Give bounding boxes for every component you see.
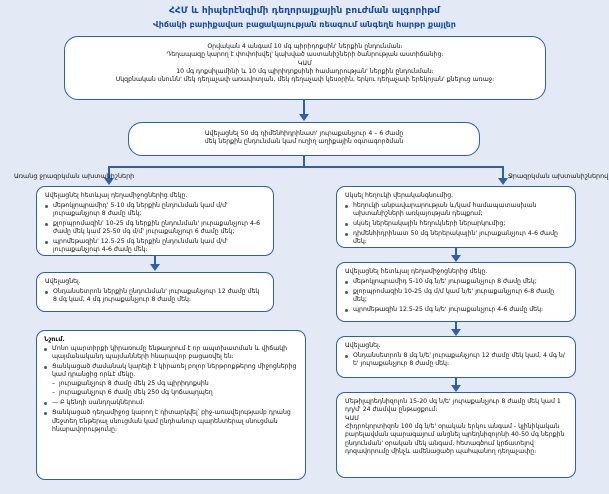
note-title: Նշում. <box>44 336 65 343</box>
right-box-rehydration <box>336 186 576 248</box>
note-sublist <box>52 380 298 397</box>
left-box2-list <box>45 288 265 304</box>
right-box4-line-3: Հիդրոկորտիզոն 100 մգ ն/ե' օրական երկու անգամ - կլինիկական բարելավման պարագայում անցնել պրեդնիզոլոնի 40-50 մգ ներքին ընդունման' օրական մեկ անգամ, հետագծում կրճատելով դոզավորումը մինչև ամենացածր պահպանող դեղաչափը։ <box>345 423 565 456</box>
page-subtitle: Վիճակի բարիքավառ բացակայության ռեագում անգեղե հարթր քայլեր <box>153 20 456 29</box>
list-item: – յուրաքանչյուր 6 ժամը մեկ 250 մգ կոճապղպեղ <box>52 389 298 397</box>
arrow-right3-to-right4 <box>451 385 461 392</box>
right-box4-line-1: Մեթիլպրեդնիզոլոն 15-20 մգ ն/ե' յուրաքանչյուր 8 ժամը մեկ կամ 1 դղ/մ' 24 ժամվա ընթացքում։ <box>345 398 561 414</box>
connector-branch-horizontal <box>108 166 504 168</box>
step-box-initial <box>64 36 546 100</box>
arrow-left1-to-left2 <box>150 264 160 271</box>
list-item: Օնդանսետրոն ներքին ընդունման' յուրաքանչյուր 12 ժամը մեկ 8 մգ կամ, 4 մգ յուրաքանչյուր 8 ժամը մեկ։ <box>45 288 265 304</box>
right-box4-line-2: ԿԱՄ <box>345 414 360 422</box>
list-item: — Բ կենդի սանդղակներում։ <box>44 399 298 407</box>
list-item: մեթոկլոպրամիդ' 5-10 մգ ներքին ընդունման կամ մ/մ' յուրաքանչյուր 8 ժամը մեկ; <box>45 202 265 218</box>
right-box1-header: Սկսել հեղուկի վերականգնումից. <box>345 192 454 199</box>
right-box-corticosteroids <box>336 392 576 478</box>
step-box-dimenhydrinate <box>128 122 480 156</box>
second-line-2: մեկ ներքին ընդունման կամ ուղիղ աղիքային օգտագործման <box>204 138 404 146</box>
list-item: հեղուկի անբավարարության և/կամ համապատասխան ախտանիշների առկայության դեպքում; <box>345 202 567 218</box>
note-item-2-text: Ցանկացած ժամանակ կարելի է կիրառել բոլոր ներթրոքթերոց միջոցներից կամ դրանցից որևէ մեկը. <box>52 363 297 379</box>
page-title: ՀՀՄ և հիպերէնզիմի դեղորայքային բուժման ալգորիթմ <box>168 6 441 16</box>
arrow-right2-to-right3 <box>451 329 461 336</box>
arrow-initial-to-second <box>299 114 309 121</box>
right-box2-header: Ավելացնել հետևյալ դեղամիջոցներից մեկը. <box>345 268 488 275</box>
list-item: Մոնո պարտիրքի կիրառումը ենթադրում է որ ապտխատման և վիճակի պայմանականդ պայմանների հնարավոր բացառվել են։ <box>44 345 298 361</box>
left-box1-list <box>45 202 265 254</box>
arrow-right1-to-right2 <box>451 255 461 262</box>
right-box1-list <box>345 202 567 246</box>
right-box3-list <box>345 352 567 368</box>
connector-branch-stem <box>303 156 305 166</box>
list-item: սկսել ներերակային հեղուկների ներարկումից; <box>345 220 567 228</box>
branch-label-left: Առանց ջրազրկման ախտանիշների <box>14 172 135 180</box>
arrow-branch-right <box>498 178 508 185</box>
initial-line-2: Դեղապազը կարող է փոփոխվել' կախված աստանիշների ծանրության աստիճանից։ <box>166 51 444 59</box>
list-item: քլորպրոմազին' 10-25 մգ ներքին ընդունման' յուրաքանչյուր 4-6 ժամը մեկ կամ 25-50 մգ մ/մ' յուրաքանչյուր 6 ժամը մեկ; <box>45 220 265 236</box>
list-item: Օնդանսետրոն 8 մգ ն/ե' յուրաքանչյուր 12 ժամը մեկ կամ, 4 մգ ն/ե' յուրաքանչյուր 8 ժամը մեկ։ <box>345 352 567 368</box>
second-line-1: Ավելացնել 50 մգ դիմենհիդրինատ' յուրաքանչյուր 4 – 6 ժամը <box>204 130 404 137</box>
right-box-ondansetron <box>336 336 576 378</box>
right-box3-header: Ավելացնել. <box>345 342 381 349</box>
list-item: Ցանկացած դեղամիջոց կարող է դիտարկվել՝ բիջ-առավելությամբ դրանց մեջտեղ Ենթերալ սնուցման կամ ընդհանուր պարենտերալ սնուցման հնարավորությունը։ <box>44 409 298 433</box>
note-list <box>44 345 298 434</box>
left-box-ondansetron <box>36 272 274 312</box>
initial-line-1: Օրվական 4 անգամ 10 մգ պիրիդոքսին' ներքին ընդունման։ <box>207 43 403 50</box>
list-item: դիմենհիդրինատ 50 մգ ներերակային' յուրաքանչյուր 4-6 ժամը մեկ։ <box>345 230 567 246</box>
left-box1-header: Ավելացնել հետևյալ դեղամիջոցներից մեկը. <box>45 192 188 199</box>
initial-line-5: Սկզբնական սնունն' մեկ դեղաչափ առավոտյան, մեկ դեղաչափ կեսօրին, երկու դեղաչափ երեկոյան' քնելուց առաջ։ <box>115 76 495 84</box>
left-box2-header: Ավելացնել. <box>45 278 81 285</box>
initial-line-3: ԿԱՄ <box>297 59 313 67</box>
note-box <box>36 330 306 480</box>
left-box-antiemetics <box>36 186 274 256</box>
initial-line-4: 10 մգ դոքսիլամինի և 10 մգ պիրիդոքսինի համադրության' ներքին ընդունման։ <box>176 68 434 76</box>
right-box-antiemetics <box>336 262 576 322</box>
list-item: քլորպրոմազին 10-25 մգ մ/մ կամ ն/ե' յուրաքանչյուր 6-8 ժամը մեկ; <box>345 288 567 304</box>
branch-label-right: Ջրազրկման ախտանիշներով <box>508 172 609 180</box>
list-item <box>44 363 298 397</box>
list-item: – յուրաքանչյուր 8 ժամը մեկ 25 մգ պիրիդոքսին <box>52 380 298 388</box>
list-item: պրոմեթազին' 12.5-25 մգ ներքին ընդունման կամ մ/մ' յուրաքանչյուր 4-6 ժամը մեկ։ <box>45 238 265 254</box>
right-box2-list <box>345 278 567 314</box>
list-item: պրոմեթազին 12.5-25 մգ ն/ե' յուրաքանչյուր 4-6 ժամը մեկ։ <box>345 306 567 314</box>
list-item: մեթոկլոպրամիդ 5-10 մգ ն/ե' յուրաքանչյուր 8 ժամը մեկ; <box>345 278 567 286</box>
